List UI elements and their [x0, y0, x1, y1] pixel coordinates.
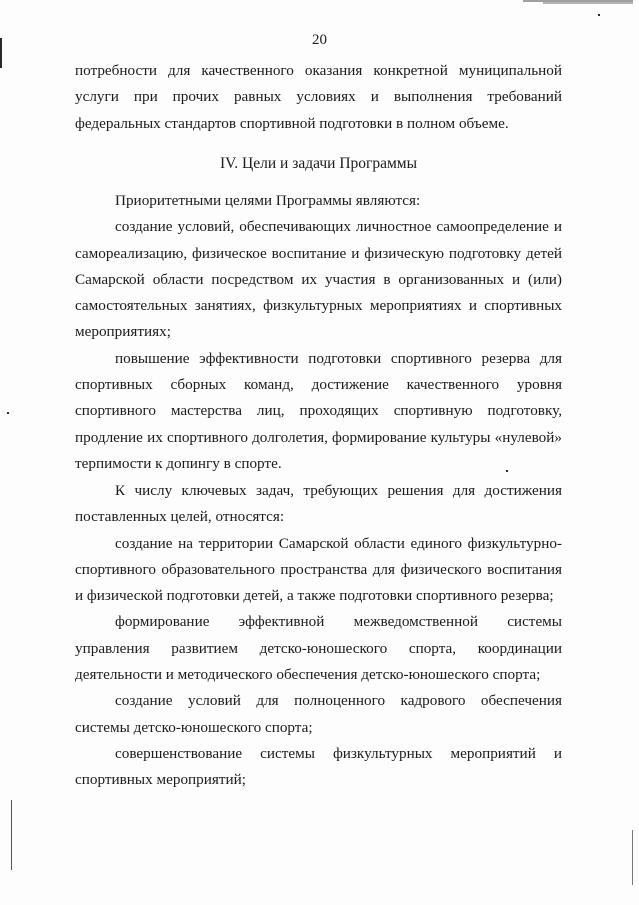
task-item: формирование эффективной межведомственной системы управления развитием детско-юношеского спорта, координации деятельности и методического обеспечения детско-юношеского спорта; — [75, 613, 562, 684]
goal-item: повышение эффективности подготовки спортивного резерва для спортивных сборных команд, достижение качественного уровня спортивного мастерства лиц, проходящих спортивную подготовку, продление их спортивного долголетия, формирование культуры «нулевой» терпимости к допингу в спорте. — [75, 349, 562, 472]
intro-paragraph: потребности для качественного оказания конкретной муниципальной услуги при прочих равных условиях и выполнения требований федеральных стандартов спортивной подготовки в полном объеме. — [75, 62, 562, 132]
goal-item: создание условий, обеспечивающих личностное самоопределение и самореализацию, физическое воспитание и физическую подготовку детей Самарской области посредством их участия в организованных и (или) самостоятельных занятиях, физкультурных мероприятиях и спортивных мероприятиях; — [75, 218, 562, 341]
scan-edge-mark-bottom-left — [11, 800, 12, 870]
scan-dot — [598, 14, 600, 16]
section-heading-wrapper — [75, 151, 562, 177]
task-item: создание на территории Самарской области единого физкультурно-спортивного образовательного пространства для физического воспитания и физической подготовки детей, а также подготовки спортивного резерва; — [75, 534, 562, 605]
goals-section — [75, 188, 562, 477]
scan-edge-mark-right — [632, 830, 633, 885]
task-item: совершенствование системы физкультурных мероприятий и спортивных мероприятий; — [75, 744, 562, 789]
task-item: создание условий для полноценного кадрового обеспечения системы детско-юношеского спорта; — [75, 692, 562, 736]
scan-corner-lines — [523, 0, 633, 4]
scan-dot — [7, 412, 9, 414]
tasks-section — [75, 478, 562, 794]
tasks-intro: К числу ключевых задач, требующих решения для достижения поставленных целей, относятся: — [75, 482, 562, 526]
section-heading: IV. Цели и задачи Программы — [219, 155, 418, 172]
goals-intro: Приоритетными целями Программы являются: — [115, 192, 421, 209]
intro-section — [75, 58, 562, 137]
page-number: 20 — [312, 32, 327, 48]
